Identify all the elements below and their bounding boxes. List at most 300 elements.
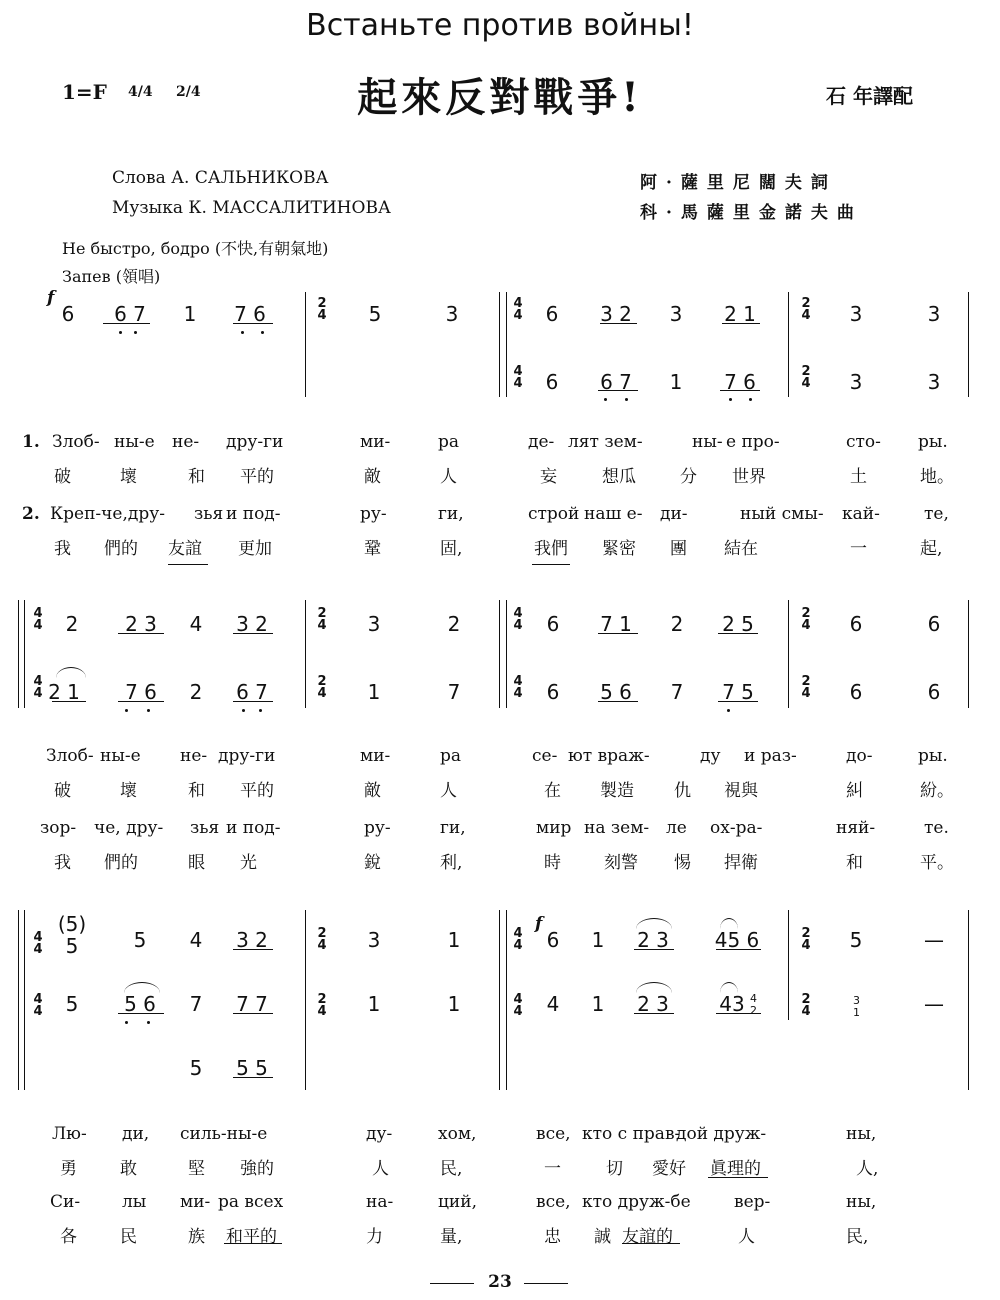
lyric: ди, bbox=[122, 1124, 150, 1144]
beam-underline bbox=[52, 701, 86, 702]
lyric: 破 bbox=[54, 781, 71, 801]
lyric: ги, bbox=[440, 818, 466, 838]
composer-ru: Музыка К. МАССАЛИТИНОВА bbox=[112, 198, 391, 218]
lyric: 利, bbox=[440, 853, 463, 873]
lyric: дру-ги bbox=[226, 432, 284, 452]
octave-dot bbox=[147, 709, 150, 712]
octave-dot bbox=[125, 709, 128, 712]
time-sig: 4 4 bbox=[33, 606, 43, 633]
barline bbox=[18, 910, 19, 1090]
beam-underline bbox=[720, 390, 760, 391]
lyric: ох-ра- bbox=[710, 818, 763, 838]
lyric: 破 bbox=[54, 467, 71, 487]
time-sig: 4 4 bbox=[513, 296, 523, 323]
note-text: 1 bbox=[447, 928, 461, 952]
note-text: 5 bbox=[849, 928, 863, 952]
note-text: 3 bbox=[849, 370, 863, 394]
note-text: 1 bbox=[669, 370, 683, 394]
note-text: 2 3 bbox=[637, 928, 669, 952]
lyric: 時 bbox=[544, 853, 561, 873]
lyric: 人 bbox=[440, 781, 457, 801]
note-text: 3 bbox=[367, 928, 381, 952]
lyric: 民, bbox=[440, 1159, 463, 1179]
lyric: все, bbox=[536, 1192, 571, 1212]
note-text: 3 2 bbox=[236, 612, 268, 636]
note-text: 5 5 bbox=[236, 1056, 268, 1080]
slur bbox=[720, 982, 738, 993]
tempo-marking: Не быстро, бодро (不快,有朝氣地) bbox=[62, 239, 329, 258]
lyric: и под- bbox=[226, 818, 281, 838]
lyric: 愛好 bbox=[652, 1159, 686, 1179]
lyric: де- bbox=[528, 432, 555, 452]
lyric: 和 bbox=[188, 781, 205, 801]
lyric: хом, bbox=[438, 1124, 477, 1144]
note-text: 1 bbox=[447, 992, 461, 1016]
note-text: 4 bbox=[546, 992, 560, 1016]
lyric: 2. bbox=[22, 504, 40, 524]
lyric: Злоб- bbox=[46, 746, 94, 766]
lyric: 人 bbox=[440, 467, 457, 487]
beam-underline bbox=[233, 633, 273, 634]
lyric: 分 bbox=[680, 467, 697, 487]
lyric: ры. bbox=[918, 746, 948, 766]
note-text: 3 2 bbox=[600, 302, 632, 326]
beam-underline bbox=[634, 949, 674, 950]
lyric: ми- bbox=[360, 432, 391, 452]
barline bbox=[788, 910, 789, 1020]
octave-dot bbox=[241, 331, 244, 334]
lyric: лы bbox=[122, 1192, 147, 1212]
barline bbox=[968, 910, 969, 1090]
lyric: 敵 bbox=[364, 467, 381, 487]
lyric: 各 bbox=[60, 1227, 77, 1247]
beam-underline bbox=[233, 1077, 273, 1078]
slur bbox=[124, 982, 160, 993]
octave-dot bbox=[604, 398, 607, 401]
lyric: зор- bbox=[40, 818, 77, 838]
time-sig: 4 4 bbox=[513, 992, 523, 1019]
note-text: 6 bbox=[546, 680, 560, 704]
beam-underline bbox=[233, 701, 273, 702]
lyric: ны-е bbox=[114, 432, 155, 452]
lyric: 捍衛 bbox=[724, 853, 758, 873]
barline bbox=[305, 600, 306, 708]
lyric: ду- bbox=[366, 1124, 393, 1144]
octave-dot bbox=[147, 1021, 150, 1024]
time-sig: 2 4 bbox=[801, 606, 811, 633]
note-text: 6 bbox=[849, 612, 863, 636]
lyric: кай- bbox=[842, 504, 880, 524]
slur bbox=[56, 667, 86, 678]
time-sig: 4 4 bbox=[33, 992, 43, 1019]
note-text: 7 bbox=[447, 680, 461, 704]
note-text: 3 bbox=[849, 302, 863, 326]
time-sig: 2 4 bbox=[317, 606, 327, 633]
lyric: и раз- bbox=[744, 746, 797, 766]
beam-underline bbox=[718, 701, 758, 702]
note-text: 1 bbox=[183, 302, 197, 326]
note-text: 5 bbox=[133, 928, 147, 952]
lyric: 平的 bbox=[240, 781, 274, 801]
stacked-note: 2 bbox=[750, 1004, 757, 1017]
note-text: 2 bbox=[189, 680, 203, 704]
note-text: 3 2 bbox=[236, 928, 268, 952]
lyric: 眞理的 bbox=[710, 1159, 761, 1179]
lyric: 團 bbox=[670, 539, 687, 559]
beam-underline bbox=[634, 1013, 674, 1014]
lyric: 平的 bbox=[240, 467, 274, 487]
lyric: ций, bbox=[438, 1192, 477, 1212]
barline bbox=[305, 910, 306, 1090]
lyric: 仇 bbox=[674, 781, 691, 801]
lyric: 我 bbox=[54, 539, 71, 559]
note-text: 2 1 bbox=[48, 680, 80, 704]
time-sig: 4 4 bbox=[513, 364, 523, 391]
lyric: 一 bbox=[850, 539, 867, 559]
barline bbox=[24, 600, 25, 708]
note-text: 3 bbox=[445, 302, 459, 326]
lyric: до- bbox=[846, 746, 873, 766]
lyric: 地。 bbox=[920, 467, 954, 487]
lyric: 誠 bbox=[594, 1227, 611, 1247]
lyric: Лю- bbox=[52, 1124, 87, 1144]
lyric: 族 bbox=[188, 1227, 205, 1247]
note-text: 5 bbox=[189, 1056, 203, 1080]
note-text: 5 bbox=[65, 934, 79, 958]
barline bbox=[788, 600, 789, 708]
lyric: 1. bbox=[22, 432, 40, 452]
octave-dot bbox=[134, 331, 137, 334]
beam-underline bbox=[233, 949, 273, 950]
beam-underline bbox=[224, 1243, 282, 1244]
note-text: 6 bbox=[927, 612, 941, 636]
stacked-note: 1 bbox=[853, 1006, 860, 1019]
lyric: 敵 bbox=[364, 781, 381, 801]
lyric: 土 bbox=[850, 467, 867, 487]
note-text: 6 bbox=[546, 928, 560, 952]
note-text: — bbox=[924, 928, 944, 952]
lyric: зья bbox=[190, 818, 220, 838]
lyric: 人 bbox=[738, 1227, 755, 1247]
note-text: 5 bbox=[65, 992, 79, 1016]
lyric: 製造 bbox=[600, 781, 634, 801]
time-sig: 4 4 bbox=[33, 930, 43, 957]
lyric: 一 bbox=[544, 1159, 561, 1179]
meter-2-4: 2/4 bbox=[176, 84, 201, 100]
lyric: 緊密 bbox=[602, 539, 636, 559]
lyric: 鞏 bbox=[364, 539, 381, 559]
note-text: 1 bbox=[367, 992, 381, 1016]
lyric: 壞 bbox=[120, 467, 137, 487]
lyric: 平。 bbox=[920, 853, 954, 873]
note-text: 5 6 bbox=[124, 992, 156, 1016]
lyric: 光 bbox=[240, 853, 257, 873]
beam-underline bbox=[118, 701, 164, 702]
lyric: все, bbox=[536, 1124, 571, 1144]
lyric: на- bbox=[366, 1192, 394, 1212]
barline bbox=[499, 910, 500, 1090]
note-text: 5 bbox=[368, 302, 382, 326]
beam-underline bbox=[168, 564, 208, 565]
lyric: 在 bbox=[544, 781, 561, 801]
lyric: те. bbox=[924, 818, 949, 838]
barline bbox=[305, 292, 306, 397]
barline bbox=[506, 600, 507, 708]
section-label: Запев (領唱) bbox=[62, 267, 161, 286]
note-text: 7 1 bbox=[600, 612, 632, 636]
lyric: 我 bbox=[54, 853, 71, 873]
beam-underline bbox=[118, 633, 164, 634]
time-sig: 4 4 bbox=[33, 674, 43, 701]
beam-underline bbox=[233, 1013, 273, 1014]
octave-dot bbox=[259, 709, 262, 712]
translator-credit: 石 年譯配 bbox=[826, 84, 913, 108]
lyric: Си- bbox=[50, 1192, 81, 1212]
barline bbox=[24, 910, 25, 1090]
lyric: 敢 bbox=[120, 1159, 137, 1179]
lyric: и под- bbox=[226, 504, 281, 524]
octave-dot bbox=[727, 709, 730, 712]
lyric: 友誼的 bbox=[622, 1227, 673, 1247]
note-text: 3 bbox=[927, 370, 941, 394]
note-text: 7 7 bbox=[236, 992, 268, 1016]
note-text: 2 3 bbox=[637, 992, 669, 1016]
lyric: 起, bbox=[920, 539, 943, 559]
lyric: кто с прав- bbox=[582, 1124, 681, 1144]
note-text: 2 bbox=[65, 612, 79, 636]
lyric: 視與 bbox=[724, 781, 758, 801]
note-text: 5 6 bbox=[600, 680, 632, 704]
lyric: 們的 bbox=[104, 539, 138, 559]
lyric: 刻警 bbox=[604, 853, 638, 873]
lyric: 和平的 bbox=[226, 1227, 277, 1247]
note-text: 7 bbox=[189, 992, 203, 1016]
lyric: 力 bbox=[366, 1227, 383, 1247]
note-text: 3 bbox=[927, 302, 941, 326]
lyric: няй- bbox=[836, 818, 876, 838]
stacked-note: 4 bbox=[750, 992, 757, 1005]
lyricist-zh: 阿·薩里尼闊夫詞 bbox=[640, 173, 837, 193]
lyric: ры. bbox=[918, 432, 948, 452]
note-text: 45 6 bbox=[714, 928, 760, 952]
time-sig: 4 4 bbox=[513, 926, 523, 953]
lyric: 妄 bbox=[540, 467, 557, 487]
lyric: 固, bbox=[440, 539, 463, 559]
lyric: те, bbox=[924, 504, 949, 524]
lyric: 眼 bbox=[188, 853, 205, 873]
time-sig: 2 4 bbox=[317, 992, 327, 1019]
lyric: ле bbox=[666, 818, 687, 838]
lyric: 堅 bbox=[188, 1159, 205, 1179]
page-number: 23 bbox=[488, 1272, 512, 1292]
lyric: 結在 bbox=[724, 539, 758, 559]
lyric: ют враж- bbox=[568, 746, 650, 766]
beam-underline bbox=[716, 949, 761, 950]
lyric: 勇 bbox=[60, 1159, 77, 1179]
lyric: 們的 bbox=[104, 853, 138, 873]
lyric: 想瓜 bbox=[602, 467, 636, 487]
lyric: 壞 bbox=[120, 781, 137, 801]
lyric: ны, bbox=[846, 1124, 877, 1144]
note-text: 3 bbox=[367, 612, 381, 636]
note-text: 43 bbox=[719, 992, 745, 1016]
note-text: 6 7 bbox=[114, 302, 146, 326]
lyric: ра bbox=[438, 432, 460, 452]
note-text: — bbox=[924, 992, 944, 1016]
lyric: 民 bbox=[120, 1227, 137, 1247]
lyric: 和 bbox=[188, 467, 205, 487]
lyric: ный смы- bbox=[740, 504, 824, 524]
lyric: 人, bbox=[856, 1159, 879, 1179]
title-russian: Встаньте против войны! bbox=[306, 8, 694, 43]
beam-underline bbox=[233, 323, 273, 324]
time-sig: 2 4 bbox=[317, 296, 327, 323]
time-sig: 2 4 bbox=[801, 992, 811, 1019]
note-text: 1 bbox=[591, 928, 605, 952]
note-text: 3 bbox=[669, 302, 683, 326]
time-sig: 2 4 bbox=[801, 674, 811, 701]
octave-dot bbox=[625, 398, 628, 401]
lyric: се- bbox=[532, 746, 558, 766]
barline bbox=[18, 600, 19, 708]
lyric: Креп-че,дру- bbox=[50, 504, 165, 524]
lyric: мир bbox=[536, 818, 572, 838]
note-text: 2 3 bbox=[125, 612, 157, 636]
lyric: че, дру- bbox=[94, 818, 164, 838]
octave-dot bbox=[729, 398, 732, 401]
lyric: ми- bbox=[360, 746, 391, 766]
octave-dot bbox=[749, 398, 752, 401]
note-text: (5) bbox=[57, 912, 87, 936]
lyric: 民, bbox=[846, 1227, 869, 1247]
composer-zh: 科·馬薩里金諾夫曲 bbox=[640, 203, 863, 223]
lyric: не- bbox=[180, 746, 208, 766]
beam-underline bbox=[622, 1243, 680, 1244]
note-text: 6 bbox=[546, 612, 560, 636]
lyric: зья bbox=[194, 504, 224, 524]
lyric: сто- bbox=[846, 432, 881, 452]
octave-dot bbox=[119, 331, 122, 334]
lyric: Злоб- bbox=[52, 432, 100, 452]
lyric: силь-ны-е bbox=[180, 1124, 268, 1144]
lyric: ду bbox=[700, 746, 721, 766]
note-text: 6 bbox=[545, 302, 559, 326]
time-sig: 2 4 bbox=[801, 364, 811, 391]
barline bbox=[968, 600, 969, 708]
lyric: дой друж- bbox=[676, 1124, 767, 1144]
note-text: 7 6 bbox=[234, 302, 266, 326]
lyric: 惕 bbox=[674, 853, 691, 873]
lyric: на зем- bbox=[584, 818, 650, 838]
lyric: ди- bbox=[660, 504, 688, 524]
beam-underline bbox=[598, 390, 638, 391]
note-text: 6 7 bbox=[236, 680, 268, 704]
lyric: ны- bbox=[692, 432, 723, 452]
beam-underline bbox=[600, 323, 637, 324]
note-text: 7 6 bbox=[724, 370, 756, 394]
beam-underline bbox=[532, 564, 570, 565]
note-text: 6 bbox=[927, 680, 941, 704]
barline bbox=[788, 292, 789, 397]
meter-4-4: 4/4 bbox=[128, 84, 153, 100]
lyricist-ru: Слова А. САЛЬНИКОВА bbox=[112, 168, 329, 188]
lyric: кто друж-бе bbox=[582, 1192, 691, 1212]
octave-dot bbox=[261, 331, 264, 334]
lyric: 紛。 bbox=[920, 781, 954, 801]
lyric: дру-ги bbox=[218, 746, 276, 766]
lyric: 量, bbox=[440, 1227, 463, 1247]
lyric: 強的 bbox=[240, 1159, 274, 1179]
note-text: 2 1 bbox=[724, 302, 756, 326]
note-text: 7 bbox=[670, 680, 684, 704]
lyric: 切 bbox=[606, 1159, 623, 1179]
key-signature: 1=F bbox=[62, 80, 107, 104]
slur bbox=[720, 918, 738, 929]
dynamic-forte: f bbox=[47, 288, 55, 308]
lyric: наш е- bbox=[584, 504, 643, 524]
note-text: 7 6 bbox=[125, 680, 157, 704]
beam-underline bbox=[722, 323, 760, 324]
note-text: 1 bbox=[367, 680, 381, 704]
time-sig: 2 4 bbox=[801, 926, 811, 953]
lyric: 銳 bbox=[364, 853, 381, 873]
note-text: 6 bbox=[61, 302, 75, 326]
lyric: 忠 bbox=[544, 1227, 561, 1247]
note-text: 4 bbox=[189, 612, 203, 636]
title-chinese: 起來反對戰爭! bbox=[357, 74, 643, 121]
time-sig: 2 4 bbox=[801, 296, 811, 323]
lyric: ра всех bbox=[218, 1192, 284, 1212]
note-text: 6 7 bbox=[600, 370, 632, 394]
lyric: ра bbox=[440, 746, 462, 766]
stacked-note: 3 bbox=[853, 994, 860, 1007]
time-sig: 2 4 bbox=[317, 674, 327, 701]
beam-underline bbox=[718, 633, 758, 634]
lyric: ны-е bbox=[100, 746, 141, 766]
note-text: 2 5 bbox=[722, 612, 754, 636]
time-sig: 4 4 bbox=[513, 674, 523, 701]
barline bbox=[506, 910, 507, 1090]
lyric: 世界 bbox=[732, 467, 766, 487]
note-text: 6 bbox=[849, 680, 863, 704]
time-sig: 4 4 bbox=[513, 606, 523, 633]
barline bbox=[499, 600, 500, 708]
lyric: ги, bbox=[438, 504, 464, 524]
lyric: 友誼 bbox=[168, 539, 202, 559]
time-sig: 2 4 bbox=[317, 926, 327, 953]
lyric: ны, bbox=[846, 1192, 877, 1212]
lyric: 更加 bbox=[238, 539, 272, 559]
octave-dot bbox=[125, 1021, 128, 1024]
barline bbox=[968, 292, 969, 397]
lyric: ру- bbox=[364, 818, 391, 838]
lyric: не- bbox=[172, 432, 200, 452]
note-text: 2 bbox=[670, 612, 684, 636]
beam-underline bbox=[598, 701, 638, 702]
octave-dot bbox=[242, 709, 245, 712]
lyric: строй bbox=[528, 504, 580, 524]
lyric: лят зем- bbox=[568, 432, 643, 452]
lyric: ру- bbox=[360, 504, 387, 524]
beam-underline bbox=[103, 323, 150, 324]
note-text: 6 bbox=[545, 370, 559, 394]
note-text: 2 bbox=[447, 612, 461, 636]
note-text: 7 5 bbox=[722, 680, 754, 704]
beam-underline bbox=[716, 1013, 761, 1014]
beam-underline bbox=[708, 1177, 768, 1178]
lyric: 糾 bbox=[846, 781, 863, 801]
slur bbox=[636, 982, 672, 993]
